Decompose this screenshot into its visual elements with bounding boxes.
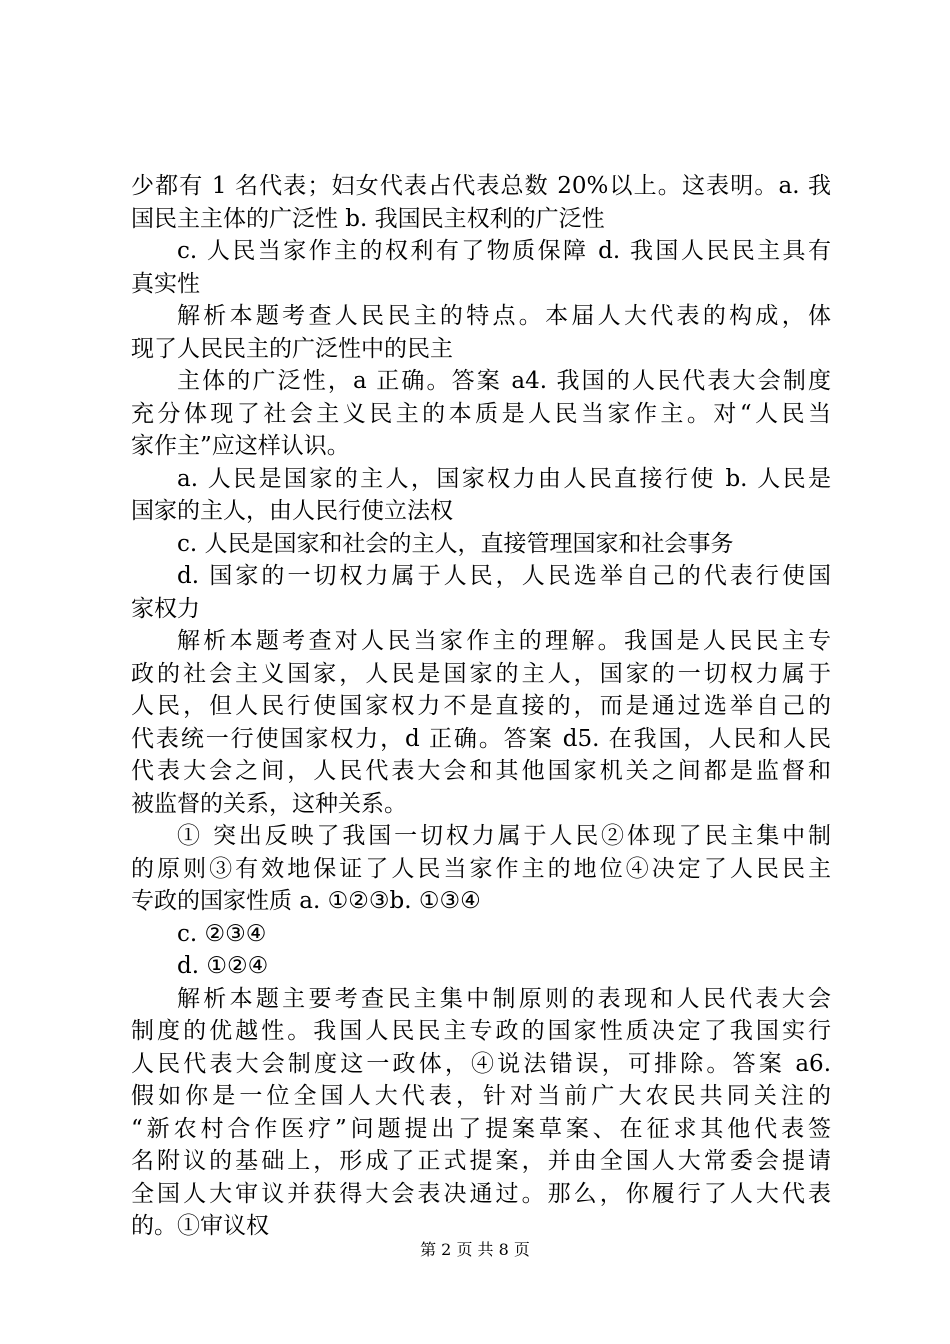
text-line: 政的社会主义国家，人民是国家的主人，国家的一切权力属于 <box>131 660 831 687</box>
text-line: 现了人民民主的广泛性中的民主 <box>131 335 453 362</box>
text-line: 代表统一行使国家权力，d 正确。答案 d5. 在我国，人民和人民 <box>131 725 831 752</box>
text-line: 制度的优越性。我国人民民主专政的国家性质决定了我国实行 <box>131 1018 831 1044</box>
text-line: 家作主”应这样认识。 <box>131 433 350 459</box>
text-line: 国家的主人，由人民行使立法权 <box>131 498 453 524</box>
text-line: 解析本题考查人民民主的特点。本届人大代表的构成，体 <box>177 303 831 329</box>
text-line: 家权力 <box>131 595 200 622</box>
page-number-label: 第 2 页 共 8 页 <box>420 1240 530 1259</box>
text-line: 少都有 1 名代表；妇女代表占代表总数 20%以上。这表明。a. 我 <box>131 173 831 199</box>
document-body <box>131 170 831 1243</box>
text-line: 真实性 <box>131 270 200 297</box>
text-line: 全国人大审议并获得大会表决通过。那么，你履行了人大代表 <box>131 1180 831 1207</box>
page-footer <box>0 1240 950 1260</box>
text-line: 充分体现了社会主义民主的本质是人民当家作主。对“人民当 <box>131 400 831 427</box>
text-line: d. 国家的一切权力属于人民，人民选举自己的代表行使国 <box>177 563 831 589</box>
text-line: 的原则③有效地保证了人民当家作主的地位④决定了人民民主 <box>131 855 831 882</box>
text-line: 被监督的关系，这种关系。 <box>131 790 407 817</box>
text-line: “新农村合作医疗”问题提出了提案草案、在征求其他代表签 <box>131 1115 831 1142</box>
text-line: 专政的国家性质 a. ①②③b. ①③④ <box>131 888 481 914</box>
text-line: c. 人民当家作主的权利有了物质保障 d. 我国人民民主具有 <box>177 238 831 264</box>
text-line: 名附议的基础上，形成了正式提案，并由全国人大常委会提请 <box>131 1148 831 1174</box>
text-line: c. ②③④ <box>177 920 267 947</box>
text-line: 主体的广泛性，a 正确。答案 a4. 我国的人民代表大会制度 <box>177 368 831 394</box>
text-line: 假如你是一位全国人大代表，针对当前广大农民共同关注的 <box>131 1083 831 1109</box>
text-line: 代表大会之间，人民代表大会和其他国家机关之间都是监督和 <box>131 758 831 784</box>
text-line: 解析本题考查对人民当家作主的理解。我国是人民民主专 <box>177 628 831 654</box>
text-line: 人民代表大会制度这一政体，④说法错误，可排除。答案 a6. <box>131 1050 831 1077</box>
text-line: d. ①②④ <box>177 953 269 979</box>
text-line: 的。①审议权 <box>131 1213 269 1239</box>
text-line: 人民，但人民行使国家权力不是直接的，而是通过选举自己的 <box>131 693 831 719</box>
text-line: 国民主主体的广泛性 b. 我国民主权利的广泛性 <box>131 205 605 232</box>
text-line: 解析本题主要考查民主集中制原则的表现和人民代表大会 <box>177 985 831 1012</box>
text-line: a. 人民是国家的主人，国家权力由人民直接行使 b. 人民是 <box>177 465 831 492</box>
text-line: c. 人民是国家和社会的主人，直接管理国家和社会事务 <box>177 530 734 557</box>
text-line: ① 突出反映了我国一切权力属于人民②体现了民主集中制 <box>177 823 831 849</box>
